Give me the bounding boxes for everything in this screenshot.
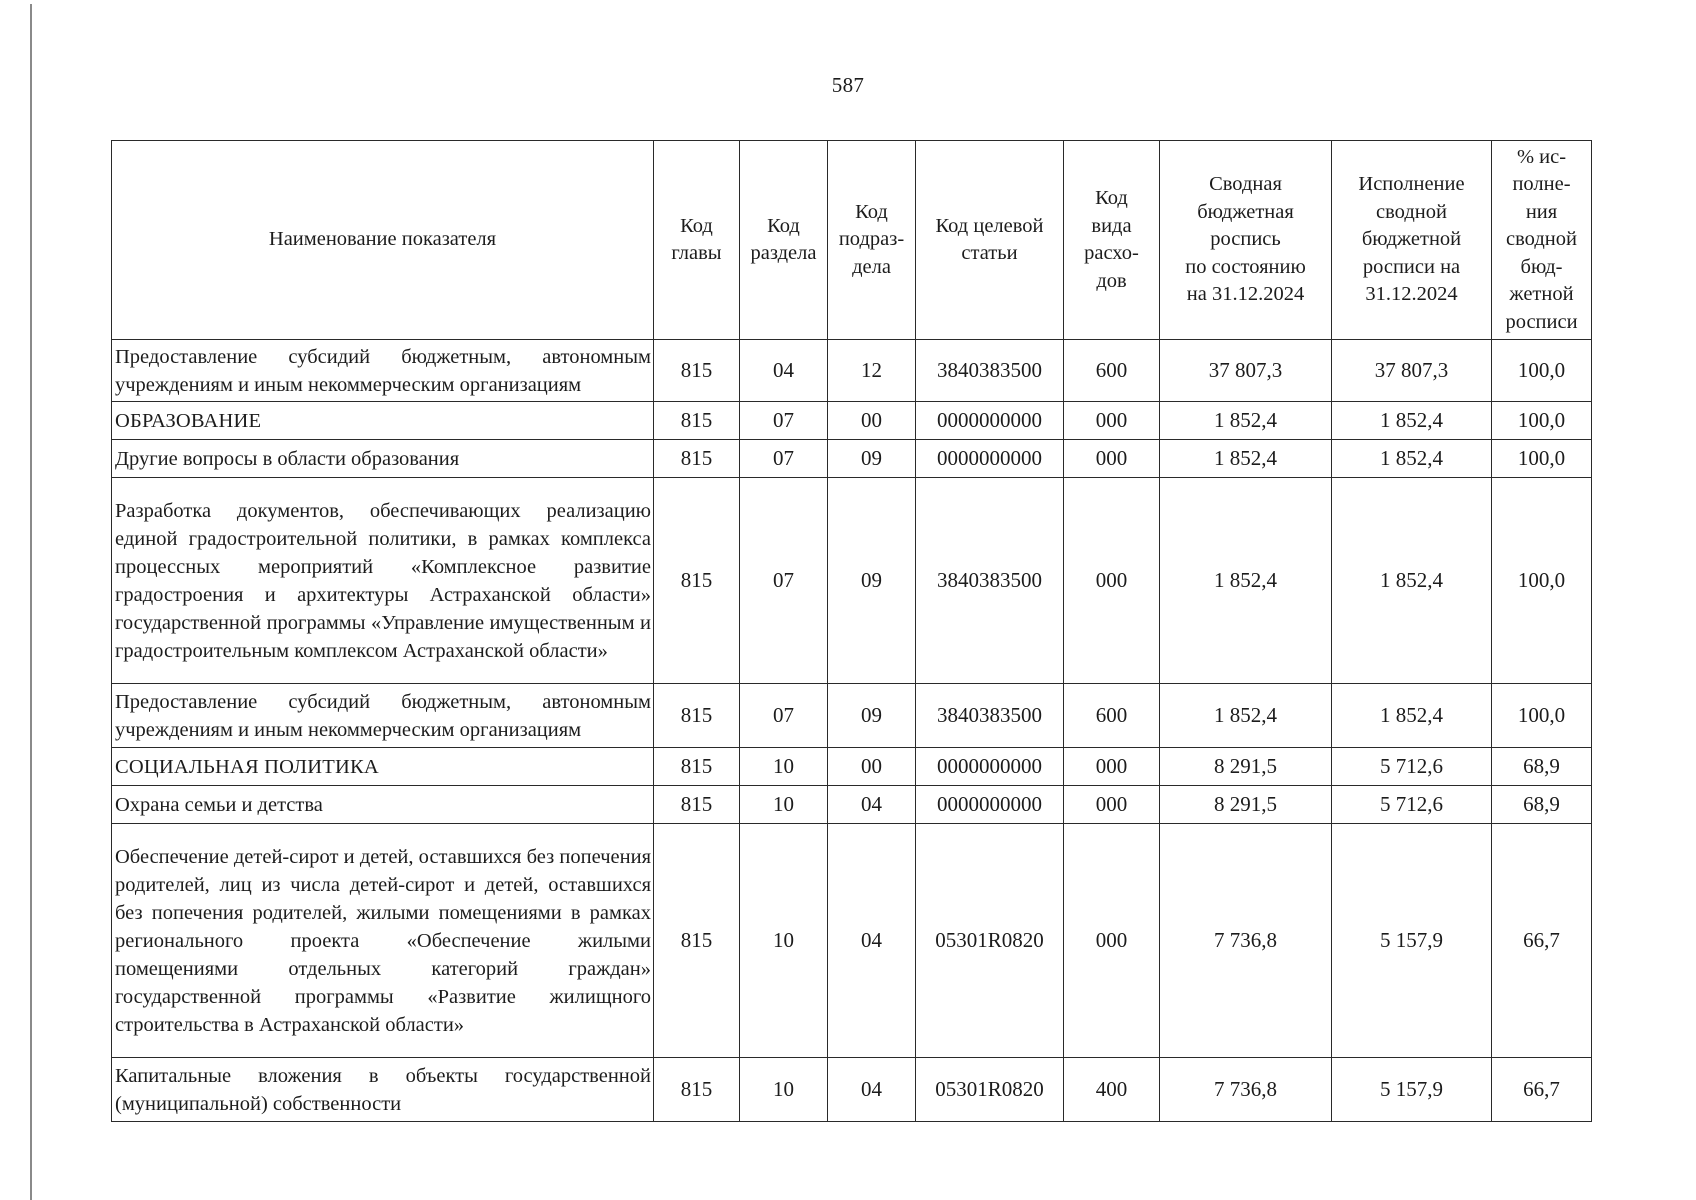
- cell-execution: 37 807,3: [1332, 340, 1492, 402]
- table-row: [112, 402, 1592, 440]
- header-budget-plan: Сводная бюджетная роспись по состоянию на 31.12.2024: [1160, 141, 1332, 340]
- table-row: [112, 440, 1592, 478]
- page-margin-line: [30, 4, 32, 1200]
- cell-chapter: 815: [654, 748, 740, 786]
- cell-percent: 100,0: [1492, 684, 1592, 748]
- cell-execution: 5 712,6: [1332, 748, 1492, 786]
- cell-subsection: 04: [828, 786, 916, 824]
- cell-percent: 68,9: [1492, 786, 1592, 824]
- cell-subsection: 04: [828, 824, 916, 1058]
- cell-expense: 000: [1064, 440, 1160, 478]
- table-row: [112, 478, 1592, 684]
- table-row: [112, 748, 1592, 786]
- cell-section: 04: [740, 340, 828, 402]
- cell-name: СОЦИАЛЬНАЯ ПОЛИТИКА: [112, 748, 654, 786]
- cell-plan: 1 852,4: [1160, 478, 1332, 684]
- cell-subsection: 12: [828, 340, 916, 402]
- cell-target: 05301R0820: [916, 1058, 1064, 1122]
- cell-section: 07: [740, 684, 828, 748]
- cell-section: 10: [740, 748, 828, 786]
- header-subsection-code: Код подраз- дела: [828, 141, 916, 340]
- cell-section: 10: [740, 824, 828, 1058]
- cell-name: Разработка документов, обеспечивающих реализацию единой градостроительной политики, в рамках комплекса процессных мероприятий «Комплексное развитие градостроения и архитектуры Астраханской области» государственной программы «Управление имущественным и градостроительным комплексом Астраханской области»: [112, 478, 654, 684]
- cell-name: Другие вопросы в области образования: [112, 440, 654, 478]
- cell-chapter: 815: [654, 1058, 740, 1122]
- cell-percent: 100,0: [1492, 340, 1592, 402]
- cell-expense: 000: [1064, 824, 1160, 1058]
- cell-subsection: 00: [828, 748, 916, 786]
- cell-target: 3840383500: [916, 684, 1064, 748]
- cell-subsection: 04: [828, 1058, 916, 1122]
- cell-plan: 8 291,5: [1160, 786, 1332, 824]
- cell-execution: 1 852,4: [1332, 402, 1492, 440]
- cell-target: 0000000000: [916, 748, 1064, 786]
- cell-target: 3840383500: [916, 478, 1064, 684]
- cell-expense: 400: [1064, 1058, 1160, 1122]
- cell-section: 07: [740, 440, 828, 478]
- cell-expense: 600: [1064, 684, 1160, 748]
- cell-name: Обеспечение детей-сирот и детей, оставшихся без попечения родителей, лиц из числа детей-сирот и детей, оставшихся без попечения родителей, жилыми помещениями в рамках регионального проекта «Обеспечение жилыми помещениями отдельных категорий граждан» государственной программы «Развитие жилищного строительства в Астраханской области»: [112, 824, 654, 1058]
- cell-subsection: 09: [828, 684, 916, 748]
- cell-name: Капитальные вложения в объекты государственной (муниципальной) собственности: [112, 1058, 654, 1122]
- budget-execution-table: [111, 140, 1592, 1122]
- cell-target: 0000000000: [916, 440, 1064, 478]
- cell-chapter: 815: [654, 402, 740, 440]
- cell-chapter: 815: [654, 786, 740, 824]
- cell-expense: 000: [1064, 748, 1160, 786]
- header-execution-percent: % ис- полне- ния сводной бюд- жетной росписи: [1492, 141, 1592, 340]
- cell-execution: 1 852,4: [1332, 478, 1492, 684]
- cell-percent: 68,9: [1492, 748, 1592, 786]
- header-target-code: Код целевой статьи: [916, 141, 1064, 340]
- cell-chapter: 815: [654, 478, 740, 684]
- table-row: [112, 1058, 1592, 1122]
- cell-chapter: 815: [654, 440, 740, 478]
- cell-target: 3840383500: [916, 340, 1064, 402]
- cell-percent: 100,0: [1492, 478, 1592, 684]
- table-row: [112, 824, 1592, 1058]
- cell-execution: 5 712,6: [1332, 786, 1492, 824]
- cell-target: 0000000000: [916, 786, 1064, 824]
- cell-plan: 1 852,4: [1160, 402, 1332, 440]
- cell-expense: 600: [1064, 340, 1160, 402]
- cell-expense: 000: [1064, 402, 1160, 440]
- header-expense-type-code: Код вида расхо- дов: [1064, 141, 1160, 340]
- cell-chapter: 815: [654, 684, 740, 748]
- cell-chapter: 815: [654, 824, 740, 1058]
- page-number: 587: [831, 73, 865, 97]
- header-chapter-code: Код главы: [654, 141, 740, 340]
- cell-expense: 000: [1064, 786, 1160, 824]
- table-row: [112, 684, 1592, 748]
- header-indicator-name: Наименование показателя: [112, 141, 654, 340]
- cell-section: 10: [740, 1058, 828, 1122]
- cell-plan: 7 736,8: [1160, 824, 1332, 1058]
- cell-execution: 5 157,9: [1332, 824, 1492, 1058]
- cell-execution: 1 852,4: [1332, 440, 1492, 478]
- cell-chapter: 815: [654, 340, 740, 402]
- table-row: [112, 340, 1592, 402]
- cell-execution: 1 852,4: [1332, 684, 1492, 748]
- header-budget-execution: Исполнение сводной бюджетной росписи на 31.12.2024: [1332, 141, 1492, 340]
- cell-subsection: 09: [828, 478, 916, 684]
- cell-target: 05301R0820: [916, 824, 1064, 1058]
- cell-subsection: 00: [828, 402, 916, 440]
- cell-plan: 8 291,5: [1160, 748, 1332, 786]
- cell-name: Предоставление субсидий бюджетным, автономным учреждениям и иным некоммерческим организациям: [112, 340, 654, 402]
- cell-percent: 66,7: [1492, 1058, 1592, 1122]
- cell-section: 07: [740, 478, 828, 684]
- cell-target: 0000000000: [916, 402, 1064, 440]
- cell-percent: 100,0: [1492, 402, 1592, 440]
- cell-section: 07: [740, 402, 828, 440]
- cell-expense: 000: [1064, 478, 1160, 684]
- header-section-code: Код раздела: [740, 141, 828, 340]
- cell-plan: 37 807,3: [1160, 340, 1332, 402]
- cell-plan: 1 852,4: [1160, 684, 1332, 748]
- cell-execution: 5 157,9: [1332, 1058, 1492, 1122]
- cell-percent: 66,7: [1492, 824, 1592, 1058]
- cell-plan: 1 852,4: [1160, 440, 1332, 478]
- table-row: [112, 786, 1592, 824]
- cell-subsection: 09: [828, 440, 916, 478]
- cell-section: 10: [740, 786, 828, 824]
- cell-percent: 100,0: [1492, 440, 1592, 478]
- cell-plan: 7 736,8: [1160, 1058, 1332, 1122]
- cell-name: Предоставление субсидий бюджетным, автономным учреждениям и иным некоммерческим организациям: [112, 684, 654, 748]
- table-header-row: [112, 141, 1592, 340]
- cell-name: Охрана семьи и детства: [112, 786, 654, 824]
- cell-name: ОБРАЗОВАНИЕ: [112, 402, 654, 440]
